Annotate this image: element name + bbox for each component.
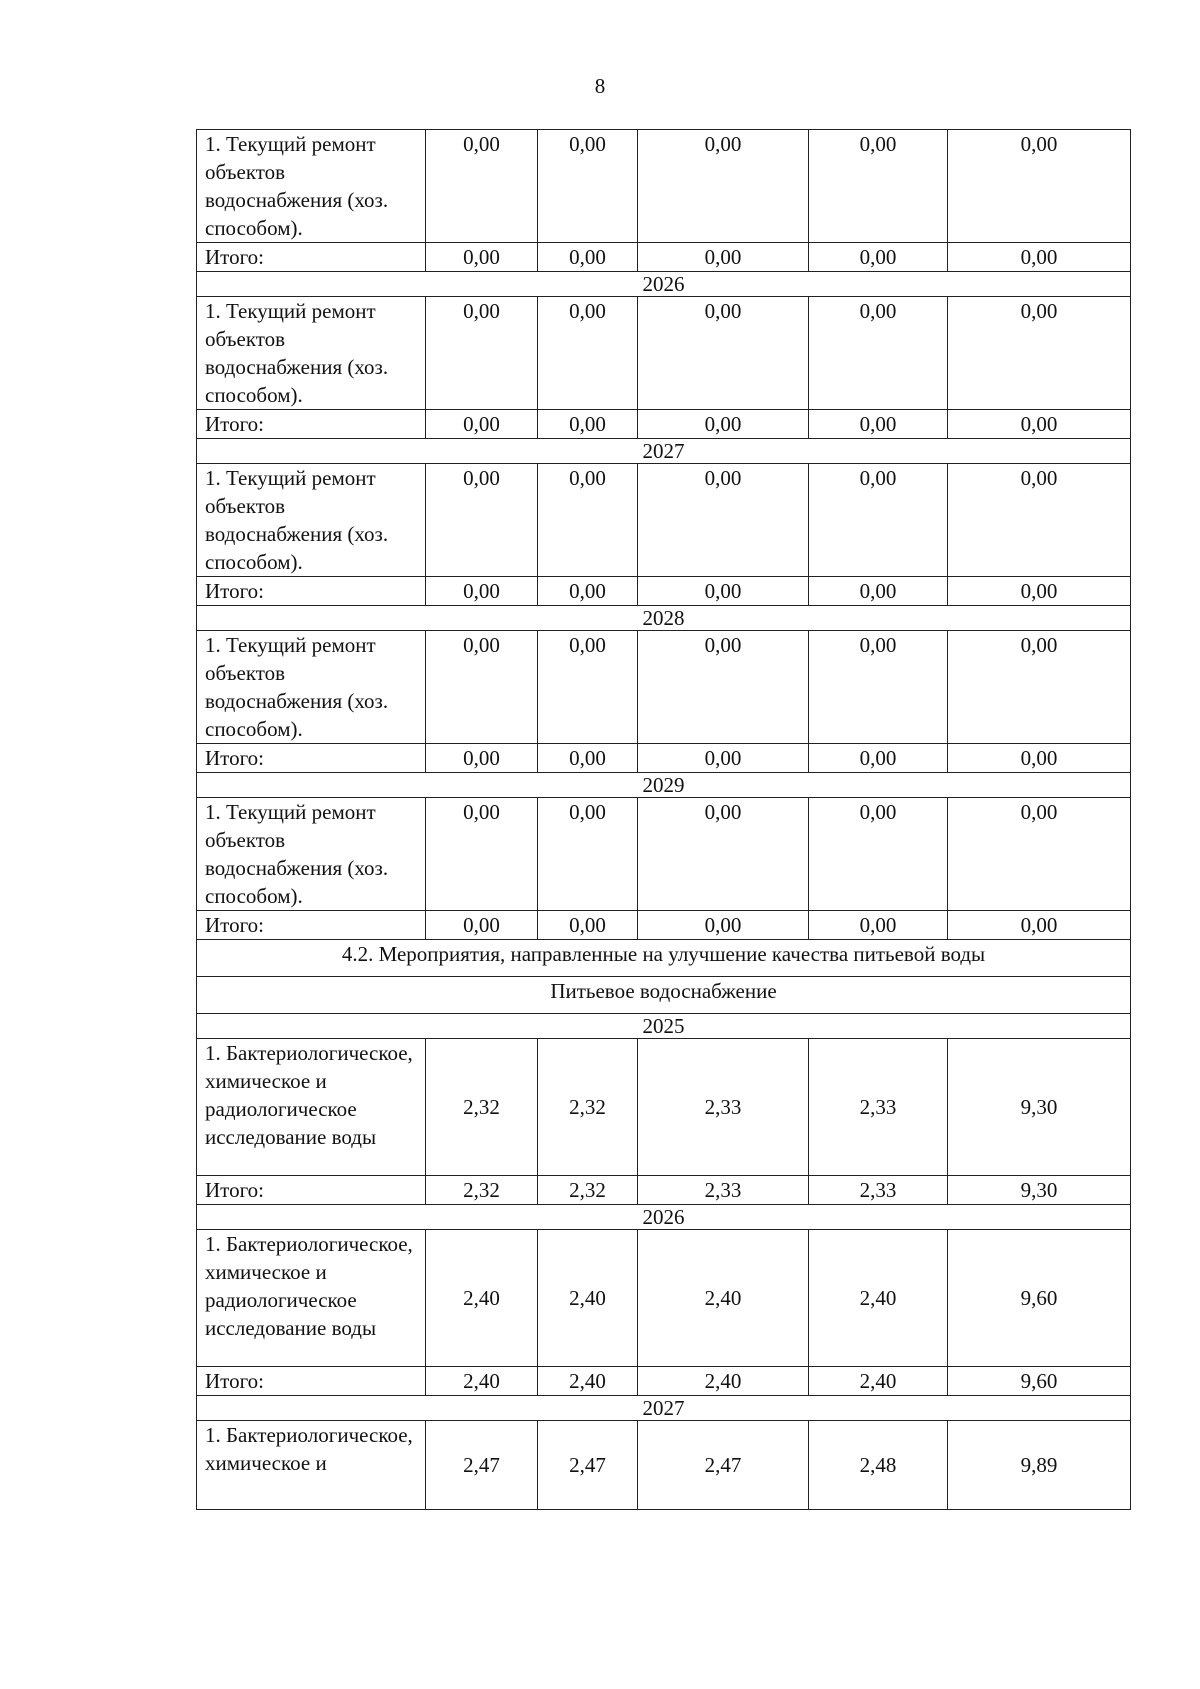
total-value: 0,00: [809, 410, 948, 439]
total-value: 0,00: [638, 911, 809, 940]
quality-activity-row: [197, 1230, 1131, 1367]
total-value: 0,00: [426, 911, 538, 940]
total-value: 0,00: [538, 410, 638, 439]
year-row: [197, 1014, 1131, 1039]
quality-total-value: 2,33: [638, 1176, 809, 1205]
quality-activity-value: 9,60: [948, 1230, 1131, 1367]
activity-value: 0,00: [809, 464, 948, 577]
year-row: [197, 773, 1131, 798]
activity-value: 0,00: [426, 631, 538, 744]
total-value: 0,00: [638, 577, 809, 606]
activity-value: 0,00: [809, 130, 948, 243]
year-row: [197, 1205, 1131, 1230]
quality-total-value: 2,40: [809, 1367, 948, 1396]
total-value: 0,00: [948, 577, 1131, 606]
total-value: 0,00: [948, 243, 1131, 272]
quality-total-value: 2,40: [426, 1367, 538, 1396]
quality-activity-label: 1. Бактериологическое, химическое и: [197, 1421, 426, 1510]
quality-activity-value: 9,30: [948, 1039, 1131, 1176]
section-title-row: [197, 940, 1131, 977]
activity-value: 0,00: [638, 464, 809, 577]
quality-activity-label: 1. Бактериологическое, химическое и радиологическое исследование воды: [197, 1230, 426, 1367]
total-value: 0,00: [426, 744, 538, 773]
quality-activity-value: 2,47: [538, 1421, 638, 1510]
activity-label: 1. Текущий ремонт объектов водоснабжения (хоз. способом).: [197, 631, 426, 744]
activity-value: 0,00: [638, 297, 809, 410]
total-value: 0,00: [538, 744, 638, 773]
year-row: [197, 1396, 1131, 1421]
activity-row: [197, 297, 1131, 410]
activity-value: 0,00: [538, 297, 638, 410]
quality-total-value: 2,33: [809, 1176, 948, 1205]
year-cell: 2029: [197, 773, 1131, 798]
activity-row: [197, 631, 1131, 744]
total-row: [197, 577, 1131, 606]
quality-activity-value: 2,48: [809, 1421, 948, 1510]
total-label: Итого:: [197, 243, 426, 272]
activity-value: 0,00: [809, 297, 948, 410]
quality-total-value: 9,60: [948, 1367, 1131, 1396]
total-value: 0,00: [426, 410, 538, 439]
activity-label: 1. Текущий ремонт объектов водоснабжения (хоз. способом).: [197, 464, 426, 577]
activity-value: 0,00: [809, 798, 948, 911]
activity-value: 0,00: [426, 130, 538, 243]
section-title: 4.2. Мероприятия, направленные на улучшение качества питьевой воды: [197, 940, 1131, 977]
total-row: [197, 744, 1131, 773]
quality-activity-value: 2,32: [426, 1039, 538, 1176]
activity-value: 0,00: [426, 297, 538, 410]
year-cell: 2026: [197, 272, 1131, 297]
total-value: 0,00: [809, 243, 948, 272]
total-value: 0,00: [809, 911, 948, 940]
subsection-title-row: [197, 977, 1131, 1014]
quality-total-value: 2,40: [638, 1367, 809, 1396]
total-row: [197, 243, 1131, 272]
quality-total-value: 2,32: [426, 1176, 538, 1205]
total-value: 0,00: [948, 744, 1131, 773]
total-label: Итого:: [197, 744, 426, 773]
activity-value: 0,00: [538, 464, 638, 577]
quality-total-label: Итого:: [197, 1176, 426, 1205]
activity-value: 0,00: [948, 798, 1131, 911]
quality-activity-label: 1. Бактериологическое, химическое и радиологическое исследование воды: [197, 1039, 426, 1176]
total-row: [197, 911, 1131, 940]
activity-value: 0,00: [538, 798, 638, 911]
activity-value: 0,00: [948, 130, 1131, 243]
total-value: 0,00: [638, 410, 809, 439]
quality-activity-row: [197, 1039, 1131, 1176]
quality-activity-row: [197, 1421, 1131, 1510]
total-value: 0,00: [809, 577, 948, 606]
activity-label: 1. Текущий ремонт объектов водоснабжения (хоз. способом).: [197, 798, 426, 911]
activity-value: 0,00: [638, 631, 809, 744]
total-row: [197, 410, 1131, 439]
quality-total-label: Итого:: [197, 1367, 426, 1396]
year-cell: 2026: [197, 1205, 1131, 1230]
year-row: [197, 272, 1131, 297]
total-value: 0,00: [538, 577, 638, 606]
budget-table: [196, 129, 1131, 1510]
activity-value: 0,00: [426, 464, 538, 577]
activity-value: 0,00: [538, 631, 638, 744]
year-row: [197, 439, 1131, 464]
quality-activity-value: 2,40: [638, 1230, 809, 1367]
total-value: 0,00: [538, 243, 638, 272]
total-value: 0,00: [426, 243, 538, 272]
page-number: 8: [594, 74, 606, 98]
quality-activity-value: 2,40: [809, 1230, 948, 1367]
total-value: 0,00: [948, 911, 1131, 940]
quality-activity-value: 2,33: [638, 1039, 809, 1176]
activity-row: [197, 464, 1131, 577]
subsection-title: Питьевое водоснабжение: [197, 977, 1131, 1014]
quality-total-row: [197, 1367, 1131, 1396]
quality-activity-value: 9,89: [948, 1421, 1131, 1510]
activity-label: 1. Текущий ремонт объектов водоснабжения (хоз. способом).: [197, 130, 426, 243]
year-cell: 2027: [197, 439, 1131, 464]
activity-value: 0,00: [538, 130, 638, 243]
activity-value: 0,00: [948, 297, 1131, 410]
activity-label: 1. Текущий ремонт объектов водоснабжения (хоз. способом).: [197, 297, 426, 410]
total-value: 0,00: [538, 911, 638, 940]
total-value: 0,00: [638, 744, 809, 773]
quality-activity-value: 2,40: [426, 1230, 538, 1367]
activity-value: 0,00: [638, 130, 809, 243]
quality-activity-value: 2,47: [426, 1421, 538, 1510]
activity-value: 0,00: [948, 631, 1131, 744]
total-value: 0,00: [948, 410, 1131, 439]
activity-value: 0,00: [426, 798, 538, 911]
year-cell: 2028: [197, 606, 1131, 631]
total-value: 0,00: [426, 577, 538, 606]
activity-value: 0,00: [638, 798, 809, 911]
quality-total-row: [197, 1176, 1131, 1205]
activity-row: [197, 130, 1131, 243]
total-value: 0,00: [809, 744, 948, 773]
activity-value: 0,00: [948, 464, 1131, 577]
total-label: Итого:: [197, 577, 426, 606]
activity-row: [197, 798, 1131, 911]
total-label: Итого:: [197, 911, 426, 940]
year-cell: 2025: [197, 1014, 1131, 1039]
year-row: [197, 606, 1131, 631]
quality-activity-value: 2,33: [809, 1039, 948, 1176]
quality-total-value: 2,32: [538, 1176, 638, 1205]
total-value: 0,00: [638, 243, 809, 272]
quality-activity-value: 2,47: [638, 1421, 809, 1510]
total-label: Итого:: [197, 410, 426, 439]
quality-total-value: 2,40: [538, 1367, 638, 1396]
quality-total-value: 9,30: [948, 1176, 1131, 1205]
quality-activity-value: 2,40: [538, 1230, 638, 1367]
year-cell: 2027: [197, 1396, 1131, 1421]
activity-value: 0,00: [809, 631, 948, 744]
quality-activity-value: 2,32: [538, 1039, 638, 1176]
